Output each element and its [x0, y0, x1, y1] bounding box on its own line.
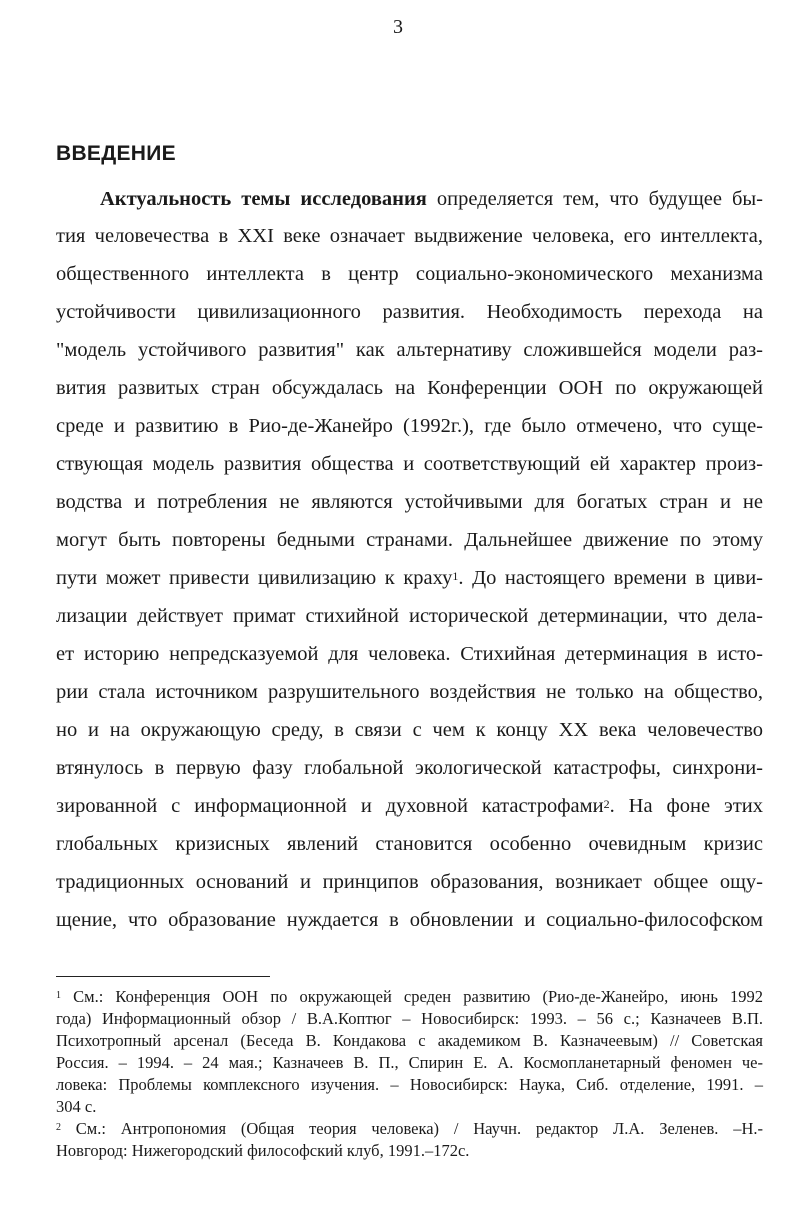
section-heading: ВВЕДЕНИЕ [56, 142, 176, 165]
body-line: устойчивости цивилизационного развития. Необходимость перехода на [56, 301, 763, 323]
body-line: рии стала источником разрушительного воздействия не только на общество, [56, 681, 763, 703]
body-line: Актуальность темы исследования определяется тем, что будущее бы- [100, 188, 763, 210]
footnote-1-line: 304 с. [56, 1097, 97, 1116]
footnote-ref-2[interactable]: 2 [603, 797, 610, 811]
footnote-1-line: Психотропный арсенал (Беседа В. Кондакова с академиком В. Казначеевым) // Советская [56, 1031, 763, 1050]
body-line: лизации действует примат стихийной исторической детерминации, что дела- [56, 605, 763, 627]
footnote-1-line: Россия. – 1994. – 24 мая.; Казначеев В. П., Спирин Е. А. Космопланетарный феномен че- [56, 1053, 763, 1072]
body-line: вития развитых стран обсуждалась на Конференции ООН по окружающей [56, 377, 763, 399]
body-line: могут быть повторены бедными странами. Дальнейшее движение по этому [56, 529, 763, 551]
body-line: глобальных кризисных явлений становится особенно очевидным кризис [56, 833, 763, 855]
body-line: пути может привести цивилизацию к краху$^1$. До настоящего времени в циви- [56, 567, 763, 589]
body-line: ет историю непредсказуемой для человека. Стихийная детерминация в исто- [56, 643, 763, 665]
footnote-1-line: года) Информационный обзор / В.А.Коптюг – Новосибирск: 1993. – 56 с.; Казначеев В.П. [56, 1009, 763, 1028]
body-line: общественного интеллекта в центр социально-экономического механизма [56, 263, 763, 285]
body-line: водства и потребления не являются устойчивыми для богатых стран и не [56, 491, 763, 513]
topic-relevance-phrase: Актуальность темы исследования [100, 188, 427, 210]
body-line: среде и развитию в Рио-де-Жанейро (1992г.), где было отмечено, что суще- [56, 415, 763, 437]
footnote-1-number: 1 [56, 990, 61, 1001]
body-line: традиционных оснований и принципов образования, возникает общее ощу- [56, 871, 763, 893]
body-line: "модель устойчивого развития" как альтернативу сложившейся модели раз- [56, 339, 763, 361]
footnote-1-line: $^1$ См.: Конференция ООН по окружающей средeн развитию (Рио-де-Жанейро, июнь 1992 [56, 987, 763, 1006]
body-line: втянулось в первую фазу глобальной экологической катастрофы, синхрони- [56, 757, 763, 779]
footnote-2-line: Новгород: Нижегородский философский клуб, 1991.–172с. [56, 1141, 470, 1160]
footnote-2-line: $^2$ См.: Антропономия (Общая теория человека) / Научн. редактор Л.А. Зеленев. –Н.- [56, 1119, 763, 1138]
body-line: но и на окружающую среду, в связи с чем к концу XX века человечество [56, 719, 763, 741]
body-line: зированной с информационной и духовной катастрофами$^2$. На фоне этих [56, 795, 764, 817]
footnote-2-number: 2 [56, 1122, 61, 1133]
body-line: тия человечества в XXI веке означает выдвижение человека, его интеллекта, [56, 225, 763, 247]
page-number: 3 [393, 16, 403, 38]
footnote-separator [56, 976, 270, 977]
footnote-ref-1[interactable]: 1 [452, 569, 459, 583]
body-line: ствующая модель развития общества и соответствующий ей характер произ- [56, 453, 763, 475]
body-line: щение, что образование нуждается в обновлении и социально-философском [56, 909, 763, 931]
footnote-1-line: ловека: Проблемы комплексного изучения. – Новосибирск: Наука, Сиб. отделение, 1991. – [56, 1075, 763, 1094]
